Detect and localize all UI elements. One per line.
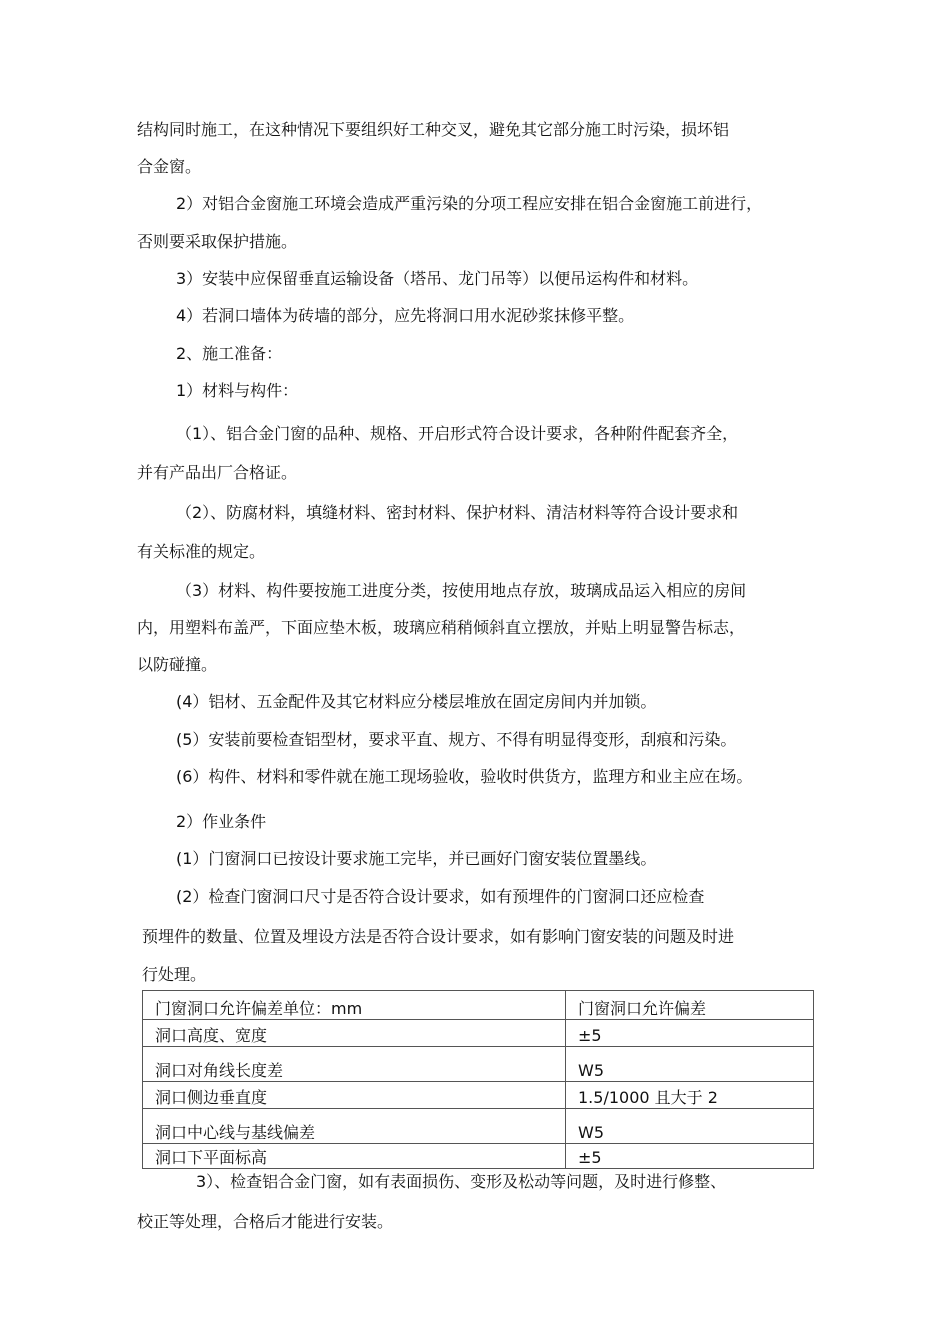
table-cell: 洞口高度、宽度 xyxy=(143,1020,566,1047)
paragraph-line: 行处理。 xyxy=(142,965,207,984)
table-cell: 洞口侧边垂直度 xyxy=(143,1082,566,1109)
table-cell: 1.5/1000 且大于 2 xyxy=(566,1082,814,1109)
paragraph-line: 3）安装中应保留垂直运输设备（塔吊、龙门吊等）以便吊运构件和材料。 xyxy=(176,269,699,288)
table-row xyxy=(143,1144,814,1169)
table-cell: W5 xyxy=(566,1047,814,1082)
deviation-table xyxy=(142,990,814,1169)
paragraph-line: 2）对铝合金窗施工环境会造成严重污染的分项工程应安排在铝合金窗施工前进行， xyxy=(176,194,763,213)
table-cell: ±5 xyxy=(566,1144,814,1169)
paragraph-line: 合金窗。 xyxy=(137,157,202,176)
paragraph-line: 结构同时施工，在这种情况下要组织好工种交叉，避免其它部分施工时污染，损坏铝 xyxy=(137,120,730,139)
paragraph-line: 并有产品出厂合格证。 xyxy=(137,463,298,482)
section-heading: 2、施工准备： xyxy=(176,344,283,363)
paragraph-line: 校正等处理，合格后才能进行安装。 xyxy=(137,1212,394,1231)
table-cell: ±5 xyxy=(566,1020,814,1047)
table-row xyxy=(143,1082,814,1109)
paragraph-line: 否则要采取保护措施。 xyxy=(137,232,298,251)
paragraph-line: 以防碰撞。 xyxy=(137,655,218,674)
subsection-heading: 2）作业条件 xyxy=(176,812,267,831)
paragraph-line: (4）铝材、五金配件及其它材料应分楼层堆放在固定房间内并加锁。 xyxy=(176,692,657,711)
paragraph-line: 有关标准的规定。 xyxy=(137,542,266,561)
paragraph-line: 3）、检查铝合金门窗，如有表面损伤、变形及松动等问题，及时进行修整、 xyxy=(196,1172,727,1191)
table-row xyxy=(143,1109,814,1144)
table-cell: 洞口下平面标高 xyxy=(143,1144,566,1169)
table-header-cell: 门窗洞口允许偏差单位：mm xyxy=(143,991,566,1020)
subsection-heading: 1）材料与构件： xyxy=(176,381,299,400)
table-header-cell: 门窗洞口允许偏差 xyxy=(566,991,814,1020)
paragraph-line: (1）门窗洞口已按设计要求施工完毕，并已画好门窗安装位置墨线。 xyxy=(176,849,657,868)
paragraph-line: 4）若洞口墙体为砖墙的部分，应先将洞口用水泥砂浆抹修平整。 xyxy=(176,306,635,325)
paragraph-line: (5）安装前要检查铝型材，要求平直、规方、不得有明显得变形，刮痕和污染。 xyxy=(176,730,737,749)
table-row xyxy=(143,1020,814,1047)
paragraph-line: （3）材料、构件要按施工进度分类，按使用地点存放，玻璃成品运入相应的房间 xyxy=(176,581,747,600)
table-cell: 洞口对角线长度差 xyxy=(143,1047,566,1082)
table-cell: 洞口中心线与基线偏差 xyxy=(143,1109,566,1144)
paragraph-line: (2）检查门窗洞口尺寸是否符合设计要求，如有预埋件的门窗洞口还应检查 xyxy=(176,887,705,906)
paragraph-line: (6）构件、材料和零件就在施工现场验收，验收时供货方，监理方和业主应在场。 xyxy=(176,767,753,786)
table-row xyxy=(143,1047,814,1082)
paragraph-line: （2）、防腐材料，填缝材料、密封材料、保护材料、清洁材料等符合设计要求和 xyxy=(176,503,739,522)
paragraph-line: 预埋件的数量、位置及埋设方法是否符合设计要求，如有影响门窗安装的问题及时进 xyxy=(142,927,735,946)
paragraph-line: 内，用塑料布盖严，下面应垫木板，玻璃应稍稍倾斜直立摆放，并贴上明显警告标志， xyxy=(137,618,746,637)
paragraph-line: （1）、铝合金门窗的品种、规格、开启形式符合设计要求，各种附件配套齐全， xyxy=(176,424,739,443)
table-cell: W5 xyxy=(566,1109,814,1144)
table-header-row xyxy=(143,991,814,1020)
